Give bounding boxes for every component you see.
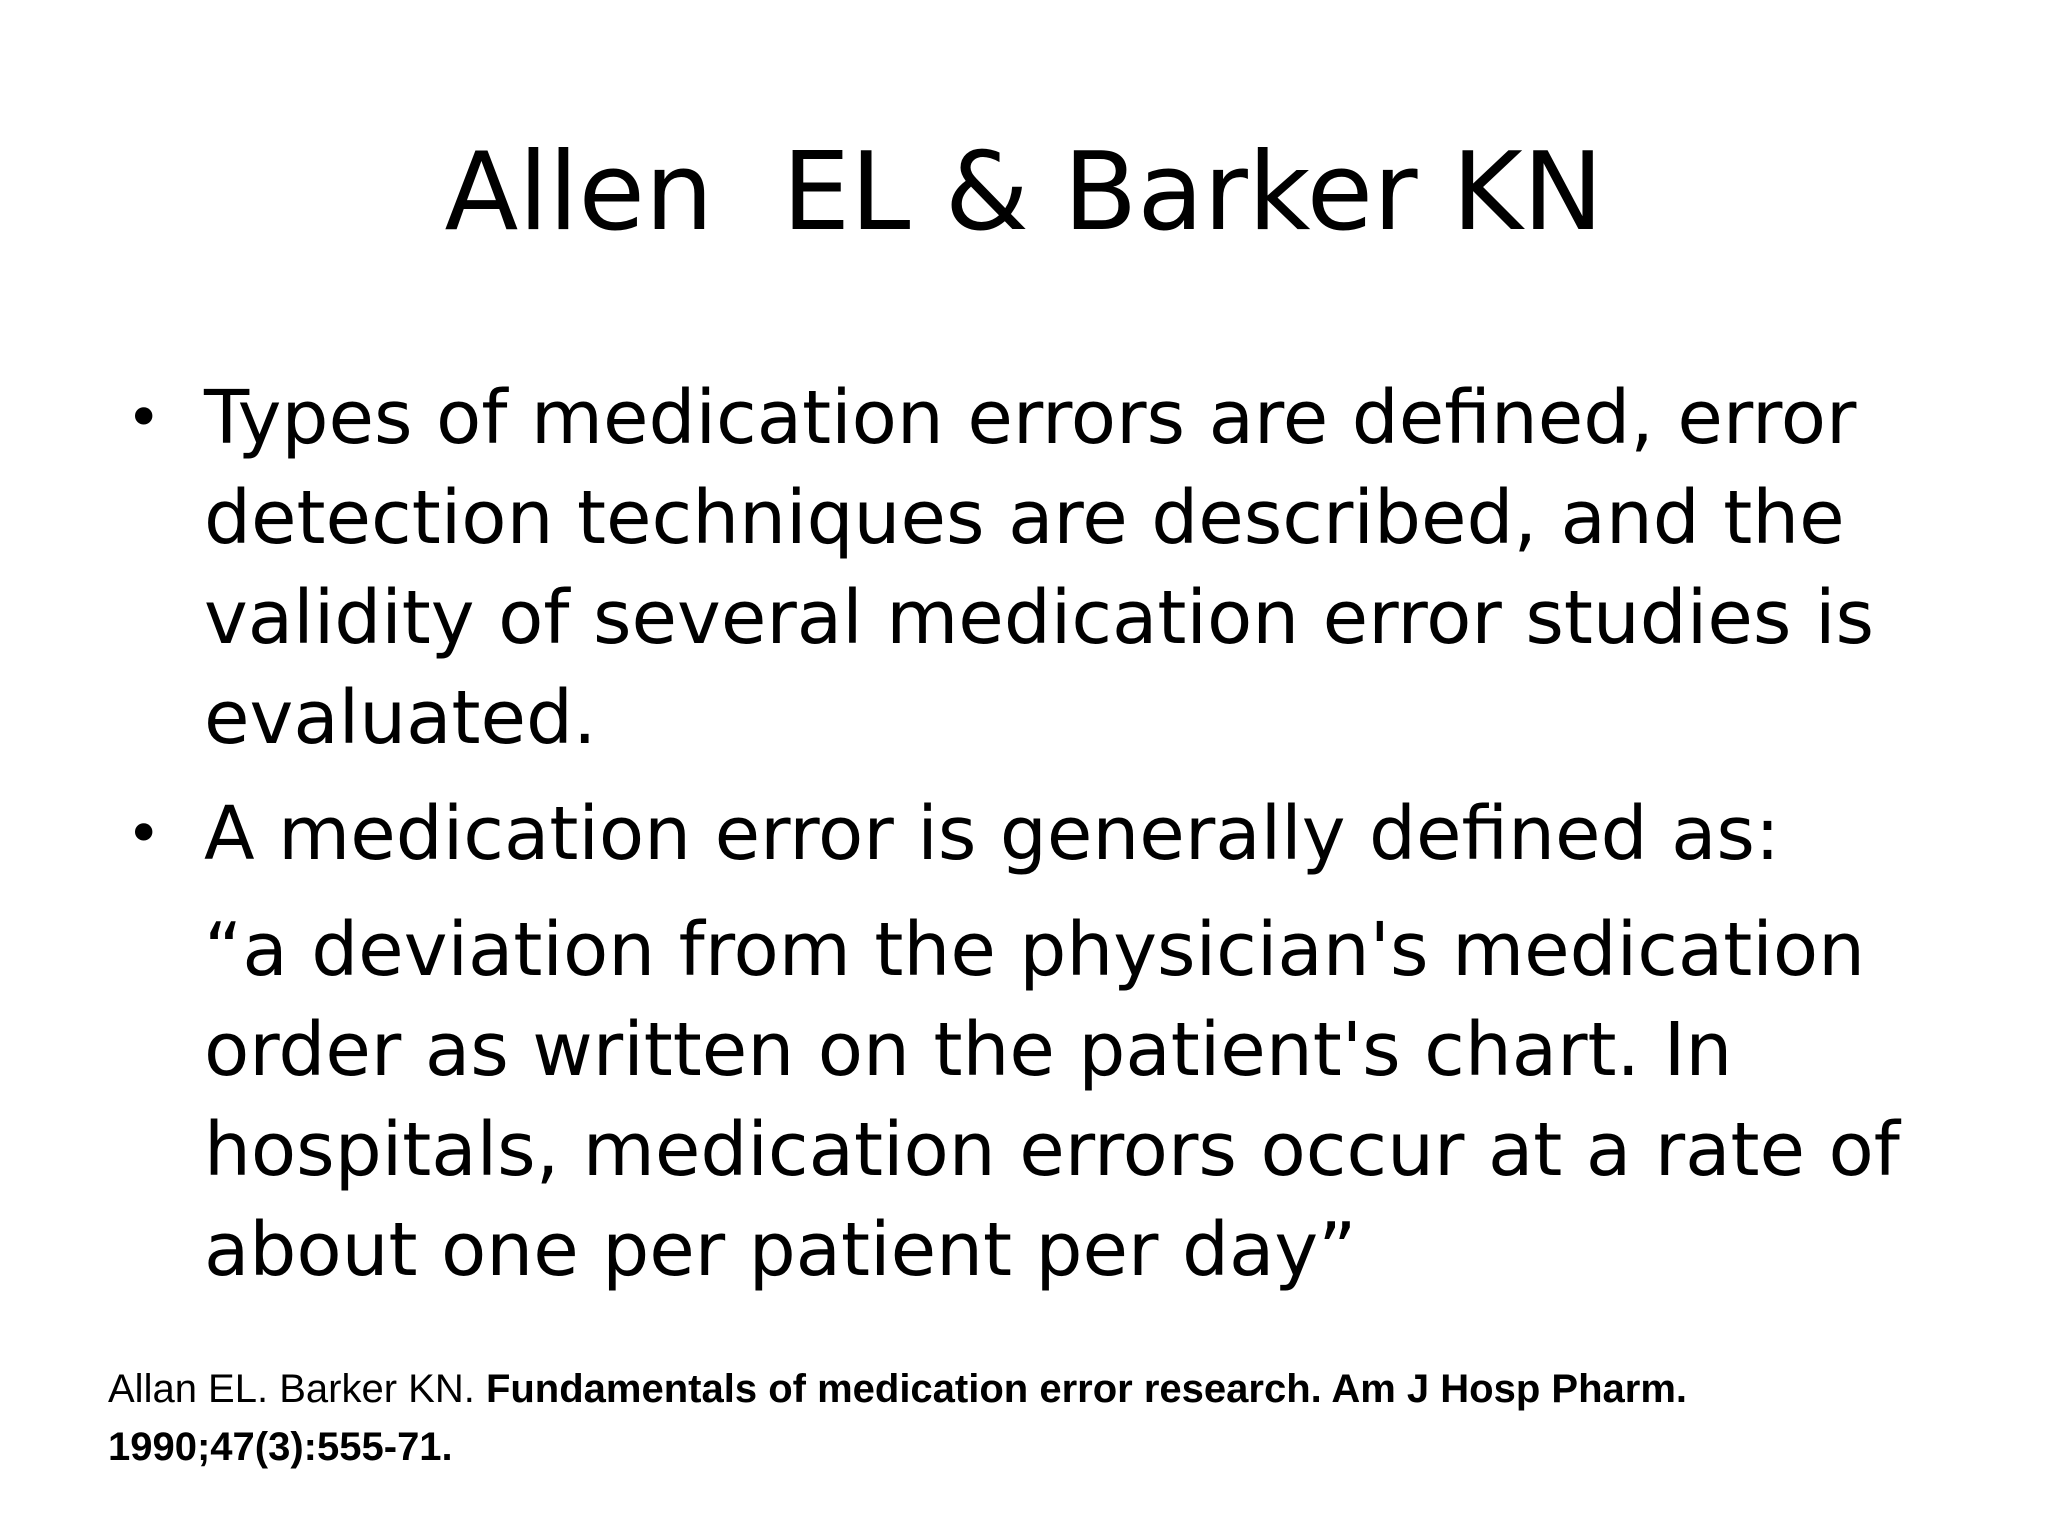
bullet-dot-icon: • (126, 799, 162, 869)
slide-content (116, 368, 1966, 1300)
bullet-dot-icon: • (126, 383, 162, 453)
bullet-item (116, 784, 1966, 884)
bullet-text: Types of medication errors are defined, error detection techniques are described, and the validity of several medication error studies is evaluated. (204, 375, 1875, 761)
bullet-text: A medication error is generally defined as: (204, 791, 1780, 877)
slide-title: Allen EL & Barker KN (444, 130, 1604, 255)
definition-quote: “a deviation from the physician's medication order as written on the patient's chart. In hospitals, medication errors occur at a rate of about one per patient per day” (204, 907, 1900, 1293)
citation-authors: Allan EL. Barker KN. (108, 1367, 486, 1411)
citation (108, 1360, 1968, 1476)
citation-title: Fundamentals of medication error research. Am J Hosp Pharm. 1990;47(3):555-71. (108, 1367, 1688, 1469)
bullet-item (116, 368, 1966, 768)
